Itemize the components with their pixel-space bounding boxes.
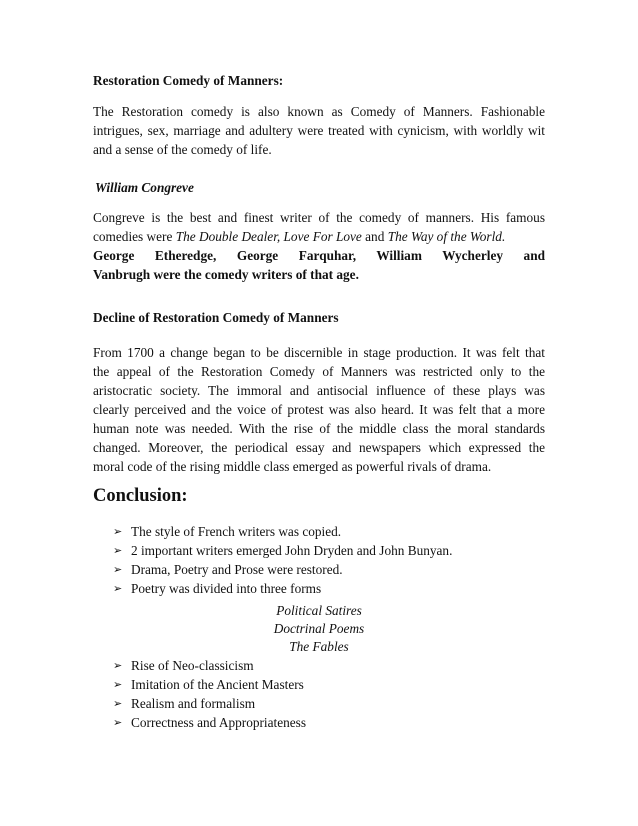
list-item (113, 541, 452, 560)
list-item-text: The style of French writers was copied. (131, 524, 342, 539)
list-item (113, 560, 452, 579)
paragraph-line: changed. Moreover, the periodical essay and newspapers which expressed the (93, 440, 545, 455)
section-heading-restoration-comedy: Restoration Comedy of Manners: (93, 73, 284, 88)
list-item (113, 694, 306, 713)
section-heading-decline: Decline of Restoration Comedy of Manners (93, 310, 339, 325)
list-item-text: Poetry was divided into three forms (131, 581, 322, 596)
work-title: The Way of the World. (387, 229, 506, 244)
author-heading-william-congreve: William Congreve (95, 180, 194, 195)
paragraph-line: moral code of the rising middle class emerged as powerful rivals of drama. (93, 459, 492, 474)
paragraph-line: and a sense of the comedy of life. (93, 142, 272, 157)
arrow-bullet-icon: ➢ (113, 659, 123, 672)
list-item-text: Drama, Poetry and Prose were restored. (131, 562, 343, 577)
conclusion-bullet-list (113, 522, 452, 598)
arrow-bullet-icon: ➢ (113, 525, 123, 538)
paragraph-line: the appeal of the Restoration Comedy of Manners was restricted only to the (93, 364, 545, 379)
bold-writers-line: George Etheredge, George Farquhar, William Wycherley and (93, 248, 545, 263)
list-item-text: 2 important writers emerged John Dryden and John Bunyan. (131, 543, 453, 558)
list-item (113, 675, 306, 694)
list-item (113, 579, 452, 598)
list-item (113, 713, 306, 732)
bold-writers-line: Vanbrugh were the comedy writers of that age. (93, 267, 359, 282)
arrow-bullet-icon: ➢ (113, 697, 123, 710)
paragraph-congreve (93, 208, 545, 284)
arrow-bullet-icon: ➢ (113, 563, 123, 576)
paragraph-line: From 1700 a change began to be discernible in stage production. It was felt that (93, 345, 545, 360)
list-item-text: Correctness and Appropriateness (131, 715, 307, 730)
arrow-bullet-icon: ➢ (113, 582, 123, 595)
paragraph-line-works (93, 227, 545, 246)
poetry-form-item: Political Satires (276, 603, 362, 618)
poetry-form-item: The Fables (289, 639, 349, 654)
list-item-text: Realism and formalism (131, 696, 256, 711)
list-item-text: Rise of Neo-classicism (131, 658, 254, 673)
paragraph-restoration-intro (93, 102, 545, 159)
list-item-text: Imitation of the Ancient Masters (131, 677, 304, 692)
list-item (113, 656, 306, 675)
paragraph-line: clearly perceived and the voice of protest was also heard. It was felt that a more (93, 402, 545, 417)
paragraph-line: Congreve is the best and finest writer of the comedy of manners. His famous (93, 210, 545, 225)
paragraph-decline (93, 343, 545, 476)
arrow-bullet-icon: ➢ (113, 716, 123, 729)
text-fragment: comedies were (93, 229, 176, 244)
work-title: The Double Dealer, Love For Love (175, 229, 362, 244)
list-item (113, 522, 452, 541)
poetry-form-item: Doctrinal Poems (273, 621, 365, 636)
conclusion-bullet-list-continued (113, 656, 306, 732)
poetry-forms-list (93, 602, 545, 656)
arrow-bullet-icon: ➢ (113, 544, 123, 557)
paragraph-line: The Restoration comedy is also known as Comedy of Manners. Fashionable (93, 104, 545, 119)
paragraph-line: aristocratic society. The immoral and antisocial influence of these plays was (93, 383, 545, 398)
paragraph-line: intrigues, sex, marriage and adultery were treated with cynicism, with worldly wit (93, 123, 545, 138)
section-heading-conclusion: Conclusion: (93, 486, 188, 506)
paragraph-line: human note was needed. With the rise of the middle class the moral standards (93, 421, 545, 436)
arrow-bullet-icon: ➢ (113, 678, 123, 691)
text-fragment: and (361, 229, 388, 244)
